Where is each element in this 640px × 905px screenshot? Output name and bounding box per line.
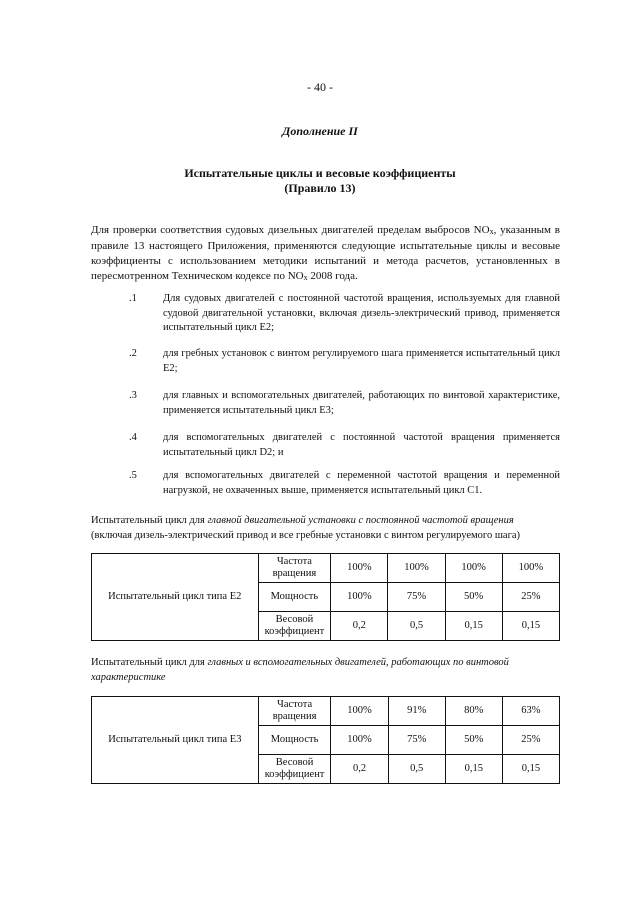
intro-part-1: Для проверки соответствия судовых дизельных двигателей пределам выбросов NO xyxy=(91,224,490,236)
intro-subscript-2: x xyxy=(303,273,308,282)
table-cell: 91% xyxy=(388,697,445,726)
list-item-number: .4 xyxy=(129,432,137,443)
table-cell: 25% xyxy=(502,583,559,612)
table-cell: 100% xyxy=(445,554,502,583)
caption-text: Испытательный цикл для xyxy=(91,515,208,526)
caption-emphasis: главной двигательной установки с постоянной частотой вращения xyxy=(207,515,514,526)
list-item-text: для вспомогательных двигателей с постоянной частотой вращения применяется испытательный цикл D2; и xyxy=(163,432,560,458)
table-cell: 100% xyxy=(331,726,388,755)
intro-part-2: , указанным в правиле 13 настоящего Приложения, применяются следующие испытательные циклы и весовые коэффициенты с использованием методики испытаний и метода расчетов, установленных в пересмотренном Техническом кодексе по NO xyxy=(91,224,560,282)
document-title xyxy=(0,166,640,196)
param-weight: Весовой коэффициент xyxy=(258,612,331,641)
intro-part-3: 2008 года. xyxy=(307,270,358,282)
table-cell: 100% xyxy=(388,554,445,583)
list-item-number: .1 xyxy=(129,293,137,304)
table-row xyxy=(92,697,560,726)
caption-text: Испытательный цикл для xyxy=(91,657,208,668)
intro-paragraph xyxy=(91,223,560,285)
title-line-1: Испытательные циклы и весовые коэффициенты xyxy=(184,166,456,180)
table-cell: 100% xyxy=(331,697,388,726)
intro-subscript-1: x xyxy=(489,227,494,236)
table-cell: 100% xyxy=(502,554,559,583)
table-row xyxy=(92,554,560,583)
table-cell: 75% xyxy=(388,726,445,755)
list-item-number: .2 xyxy=(129,348,137,359)
caption-line-2: (включая дизель-электрический привод и все гребные установки с винтом регулируемого шага) xyxy=(91,530,521,541)
table-cell: 100% xyxy=(331,583,388,612)
appendix-title: Дополнение II xyxy=(282,124,358,138)
list-item-text: для гребных установок с винтом регулируемого шага применяется испытательный цикл E2; xyxy=(163,348,560,374)
list-item-number: .5 xyxy=(129,470,137,481)
table-cell: 100% xyxy=(331,554,388,583)
page-number: - 40 - xyxy=(307,80,333,94)
cycle-table-e3 xyxy=(91,696,560,784)
table-cell: 75% xyxy=(388,583,445,612)
table-cell: 0,2 xyxy=(331,612,388,641)
table-e2-caption xyxy=(91,513,561,543)
table-cell: 0,5 xyxy=(388,612,445,641)
table-cell: 50% xyxy=(445,726,502,755)
table-cell: 80% xyxy=(445,697,502,726)
param-speed: Частота вращения xyxy=(258,697,331,726)
cycle-type-label: Испытательный цикл типа E2 xyxy=(92,554,259,641)
table-cell: 0,15 xyxy=(502,755,559,784)
param-power: Мощность xyxy=(258,726,331,755)
table-cell: 0,15 xyxy=(502,612,559,641)
param-speed: Частота вращения xyxy=(258,554,331,583)
table-cell: 50% xyxy=(445,583,502,612)
table-e3-caption xyxy=(91,655,561,685)
table-cell: 0,15 xyxy=(445,612,502,641)
table-cell: 63% xyxy=(502,697,559,726)
list-item-text: для вспомогательных двигателей с переменной частотой вращения и переменной нагрузкой, не охваченных выше, применяется испытательный цикл C1. xyxy=(163,470,560,496)
title-line-2: (Правило 13) xyxy=(284,181,356,195)
table-cell: 0,5 xyxy=(388,755,445,784)
cycle-type-label: Испытательный цикл типа E3 xyxy=(92,697,259,784)
list-item-text: Для судовых двигателей с постоянной частотой вращения, используемых для главной судовой двигательной установки, включая дизель-электрический привод, применяется испытательный цикл E2; xyxy=(163,293,560,333)
table-cell: 0,15 xyxy=(445,755,502,784)
caption-emphasis: главных и вспомогательных двигателей, работающих по винтовой характеристике xyxy=(91,657,509,683)
table-cell: 25% xyxy=(502,726,559,755)
list-item-text: для главных и вспомогательных двигателей, работающих по винтовой характеристике, применяется испытательный цикл E3; xyxy=(163,390,560,416)
param-power: Мощность xyxy=(258,583,331,612)
param-weight: Весовой коэффициент xyxy=(258,755,331,784)
list-item-number: .3 xyxy=(129,390,137,401)
table-cell: 0,2 xyxy=(331,755,388,784)
cycle-table-e2 xyxy=(91,553,560,641)
